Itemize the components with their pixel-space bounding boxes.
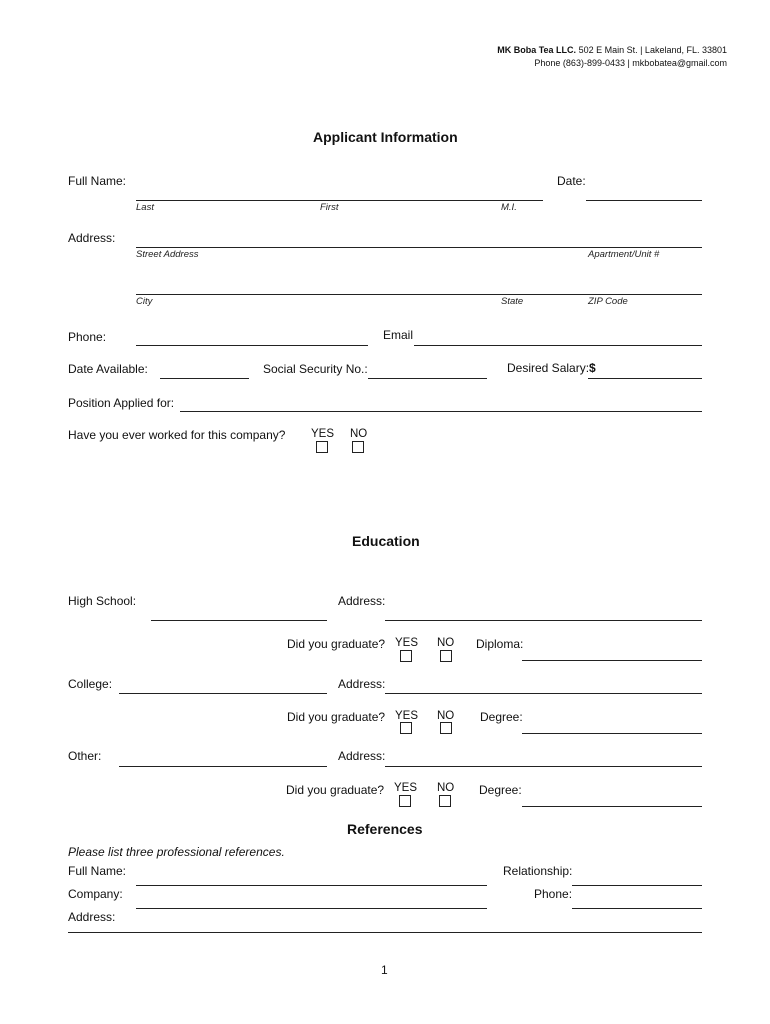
date-label: Date:	[557, 174, 586, 188]
college-graduate-label: Did you graduate?	[287, 710, 386, 724]
college-address-input[interactable]	[385, 693, 702, 694]
reference-phone-label: Phone:	[534, 887, 573, 901]
applicant-section-title: Applicant Information	[313, 129, 458, 145]
ssn-label: Social Security No.:	[263, 362, 368, 376]
college-label: College:	[68, 677, 113, 691]
desired-salary-label: Desired Salary:	[507, 361, 590, 375]
full-name-label: Full Name:	[68, 174, 127, 188]
reference-phone-input[interactable]	[572, 908, 702, 909]
company-address: 502 E Main St. | Lakeland, FL. 33801	[578, 45, 727, 55]
worked-yes-label: YES	[311, 428, 335, 440]
full-name-input[interactable]	[136, 200, 543, 201]
college-no-checkbox[interactable]	[440, 722, 452, 734]
phone-label: Phone:	[68, 330, 107, 344]
high-school-graduate-label: Did you graduate?	[287, 637, 386, 651]
position-input[interactable]	[180, 411, 702, 412]
high-school-label: High School:	[68, 594, 137, 608]
diploma-input[interactable]	[522, 660, 702, 661]
reference-company-input[interactable]	[136, 908, 487, 909]
worked-before-question: Have you ever worked for this company?	[68, 428, 286, 442]
worked-no-label: NO	[350, 428, 368, 440]
company-header	[497, 45, 727, 55]
other-no-label: NO	[437, 782, 455, 794]
email-label: Email	[383, 328, 414, 342]
date-input[interactable]	[586, 200, 702, 201]
high-school-address-label: Address:	[338, 594, 386, 608]
worked-yes-checkbox[interactable]	[316, 441, 328, 453]
college-yes-label: YES	[395, 710, 419, 722]
date-available-input[interactable]	[160, 378, 249, 379]
phone-input[interactable]	[136, 345, 368, 346]
ssn-input[interactable]	[368, 378, 487, 379]
college-yes-checkbox[interactable]	[400, 722, 412, 734]
first-name-caption: First	[320, 202, 339, 213]
middle-initial-caption: M.I.	[501, 202, 517, 213]
zip-caption: ZIP Code	[588, 296, 628, 307]
other-label: Other:	[68, 749, 102, 763]
reference-address-label: Address:	[68, 910, 116, 924]
reference-full-name-input[interactable]	[136, 885, 487, 886]
apartment-caption: Apartment/Unit #	[588, 249, 660, 260]
other-input[interactable]	[119, 766, 327, 767]
college-input[interactable]	[119, 693, 327, 694]
last-name-caption: Last	[136, 202, 154, 213]
email-input[interactable]	[414, 345, 702, 346]
diploma-label: Diploma:	[476, 637, 524, 651]
other-address-input[interactable]	[385, 766, 702, 767]
city-caption: City	[136, 296, 153, 307]
reference-relationship-label: Relationship:	[503, 864, 573, 878]
date-available-label: Date Available:	[68, 362, 148, 376]
high-school-input[interactable]	[151, 620, 327, 621]
reference-full-name-label: Full Name:	[68, 864, 127, 878]
address-label: Address:	[68, 231, 116, 245]
company-contact: Phone (863)-899-0433 | mkbobatea@gmail.com	[534, 58, 727, 68]
high-school-yes-label: YES	[395, 637, 419, 649]
street-address-input[interactable]	[136, 247, 702, 248]
page-number: 1	[381, 963, 388, 977]
position-label: Position Applied for:	[68, 396, 175, 410]
college-degree-input[interactable]	[522, 733, 702, 734]
other-yes-checkbox[interactable]	[399, 795, 411, 807]
dollar-sign: $	[589, 361, 596, 375]
college-no-label: NO	[437, 710, 455, 722]
high-school-no-label: NO	[437, 637, 455, 649]
high-school-yes-checkbox[interactable]	[400, 650, 412, 662]
state-caption: State	[501, 296, 524, 307]
reference-relationship-input[interactable]	[572, 885, 702, 886]
other-degree-label: Degree:	[479, 783, 522, 797]
city-state-zip-input[interactable]	[136, 294, 702, 295]
worked-no-checkbox[interactable]	[352, 441, 364, 453]
high-school-address-input[interactable]	[385, 620, 702, 621]
high-school-no-checkbox[interactable]	[440, 650, 452, 662]
references-section-title: References	[347, 821, 423, 837]
other-graduate-label: Did you graduate?	[286, 783, 385, 797]
other-address-label: Address:	[338, 749, 386, 763]
street-address-caption: Street Address	[136, 249, 199, 260]
college-degree-label: Degree:	[480, 710, 523, 724]
education-section-title: Education	[352, 533, 420, 549]
desired-salary-input[interactable]	[588, 378, 702, 379]
reference-address-input[interactable]	[68, 932, 702, 933]
other-no-checkbox[interactable]	[439, 795, 451, 807]
references-instruction: Please list three professional references.	[68, 845, 285, 859]
company-name: MK Boba Tea LLC.	[497, 45, 577, 55]
other-degree-input[interactable]	[522, 806, 702, 807]
college-address-label: Address:	[338, 677, 386, 691]
reference-company-label: Company:	[68, 887, 123, 901]
other-yes-label: YES	[394, 782, 418, 794]
